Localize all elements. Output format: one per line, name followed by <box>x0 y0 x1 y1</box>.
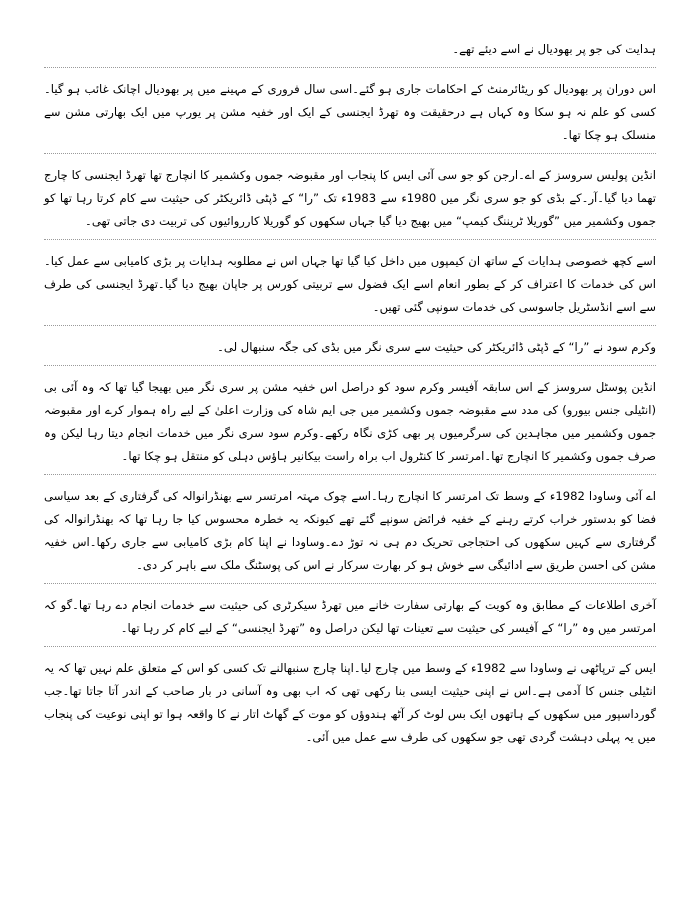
paragraph: اس دوران پر بھودیال کو ریٹائرمنٹ کے احکامات جاری ہو گئے۔اسی سال فروری کے مہینے میں پر بھودیال اچانک غائب ہو گیا۔کسی کو علم نہ ہو سکا وہ کہاں ہے درحقیقت وہ تھرڈ ایجنسی کے ایک اور خفیہ مشن پر یورپ میں ایک بھارتی مشن سے منسلک ہو چکا تھا۔ <box>44 78 656 154</box>
paragraph: انڈین پولیس سروسز کے اے۔ارجن کو جو سی آئی ایس کا پنجاب اور مقبوضہ جموں وکشمیر کا انچارج تھا تھرڈ ایجنسی کا چارج تھما دیا گیا۔آر۔کے بڈی کو جو سری نگر میں 1980ء سے 1983ء تک ”را“ کے ڈپٹی ڈائریکٹر کی حیثیت سے کام کرتا رہا تھا کو جموں وکشمیر میں ”گوریلا ٹریننگ کیمپ“ میں بھیج دیا گیا جہاں سکھوں کو گوریلا کارروائیوں کی تربیت دی جاتی تھی۔ <box>44 164 656 240</box>
paragraph: وکرم سود نے ”را“ کے ڈپٹی ڈائریکٹر کی حیثیت سے سری نگر میں بڈی کی جگہ سنبھال لی۔ <box>44 336 656 366</box>
document-body <box>44 38 656 755</box>
paragraph: انڈین پوسٹل سروسز کے اس سابقہ آفیسر وکرم سود کو دراصل اس خفیہ مشن پر سری نگر میں بھیجا گیا تھا کہ وہ آئی بی (انٹیلی جنس بیورو) کی مدد سے مقبوضہ جموں وکشمیر میں جی ایم شاہ کی وزارت اعلیٰ کے لیے راہ ہموار کرے اور مقبوضہ جموں وکشمیر میں مجاہدین کی سرگرمیوں پر بھی کڑی نگاہ رکھے۔وکرم سود سری نگر میں خدمات انجام دیتا رہا لیکن وہ صرف جموں وکشمیر کا انچارج تھا۔امرتسر کا کنٹرول اب براہ راست بیکانیر ہاؤس دہلی کو منتقل ہو چکا تھا۔ <box>44 376 656 475</box>
paragraph: آخری اطلاعات کے مطابق وہ کویت کے بھارتی سفارت خانے میں تھرڈ سیکرٹری کی حیثیت سے خدمات انجام دے رہا تھا۔گو کہ امرتسر میں وہ ”را“ کے آفیسر کی حیثیت سے تعینات تھا لیکن دراصل وہ ”تھرڈ ایجنسی“ کے لیے کام کر رہا تھا۔ <box>44 594 656 647</box>
paragraph: ایس کے ترپاٹھی نے وساودا سے 1982ء کے وسط میں چارج لیا۔اپنا چارج سنبھالنے تک کسی کو اس کے متعلق علم نہیں تھا کہ یہ انٹیلی جنس کا آدمی ہے۔اس نے اپنی حیثیت ایسی بنا رکھی تھی کہ اب بھی وہ آسانی در بار صاحب کے اندر آتا جاتا تھا۔جب گورداسپور میں سکھوں کے ہاتھوں ایک بس لوٹ کر آٹھ ہندوؤں کو موت کے گھاٹ اتار نے کا واقعہ ہوا تو اپنی نوعیت کی پنجاب میں یہ پہلی دہشت گردی تھی جو سکھوں کی طرف سے عمل میں آئی۔ <box>44 661 656 744</box>
paragraph: اسے کچھ خصوصی ہدایات کے ساتھ ان کیمپوں میں داخل کیا گیا تھا جہاں اس نے مطلوبہ ہدایات پر بڑی کامیابی سے عمل کیا۔اس کی خدمات کا اعتراف کر کے بطور انعام اسے ایک فضول سے تربیتی کورس پر جاپان بھیج دیا گیا۔تھرڈ ایجنسی کی طرف سے اسے انڈسٹریل جاسوسی کی خدمات سونپی گئی تھیں۔ <box>44 250 656 326</box>
paragraph: اے آئی وساودا 1982ء کے وسط تک امرتسر کا انچارج رہا۔اسے چوک مہتہ امرتسر سے بھنڈرانوالہ کی گرفتاری کے بعد سیاسی فضا کو بدستور خراب کرتے رہنے کے خفیہ فرائض سونپے گئے تھے کیونکہ یہ خطرہ محسوس کیا جا رہا تھا کہ بھنڈرانوالہ کی گرفتاری سے کہیں سکھوں کی احتجاجی تحریک دم ہی نہ توڑ دے۔وساودا نے اپنا کام بڑی کامیابی سے جاری رکھا۔اس خفیہ مشن کی احسن طریق سے ادائیگی سے خوش ہو کر بھارت سرکار نے اس کی پوسٹنگ ملک سے باہر کر دی۔ <box>44 485 656 584</box>
paragraph: ہدایت کی جو پر بھودیال نے اسے دیئے تھے۔ <box>44 38 656 68</box>
